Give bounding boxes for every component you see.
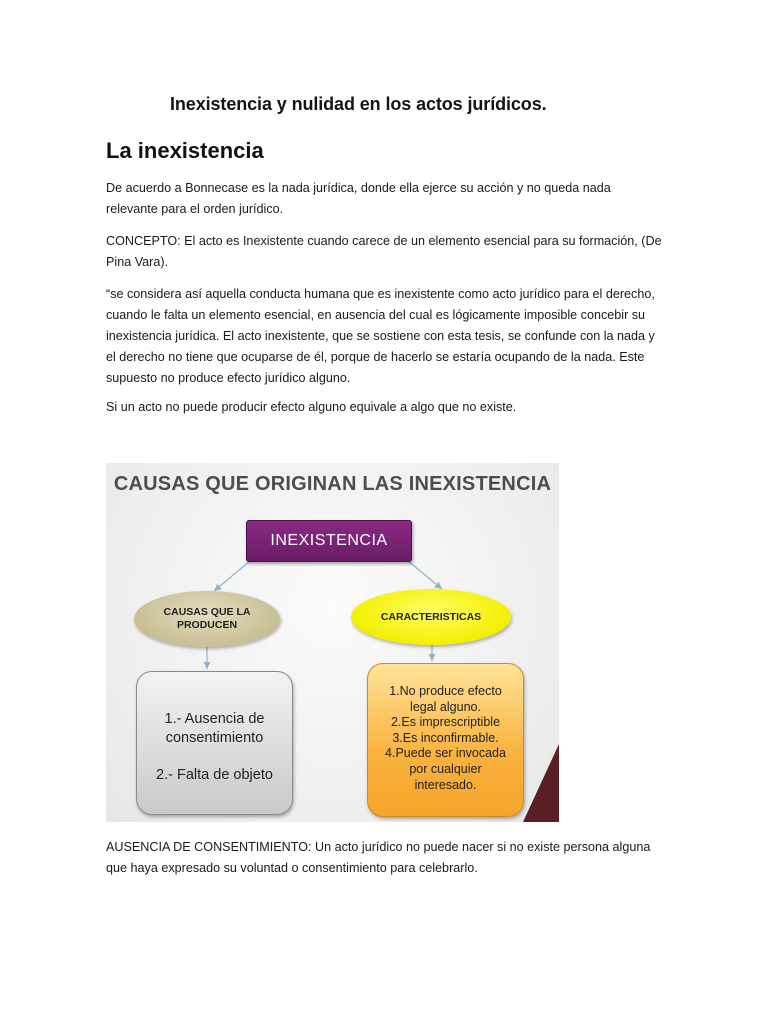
inexistencia-diagram: [106, 463, 559, 822]
paragraph-concepto: CONCEPTO: El acto es Inexistente cuando carece de un elemento esencial para su formación, (De Pina Vara).: [106, 234, 662, 269]
causas-box: [136, 671, 293, 815]
caracteristica-item: 1.No produce efecto legal alguno.: [389, 684, 502, 714]
paragraph-ausencia: AUSENCIA DE CONSENTIMIENTO: Un acto jurídico no puede nacer si no existe persona alguna que haya expresado su voluntad o consentimiento para celebrarlo.: [106, 840, 651, 875]
diagram-title: CAUSAS QUE ORIGINAN LAS INEXISTENCIA: [113, 473, 552, 495]
section-heading: La inexistencia: [106, 138, 264, 163]
causa-item-2: 2.- Falta de objeto: [156, 767, 273, 783]
paragraph-bonnecase: De acuerdo a Bonnecase es la nada jurídica, donde ella ejerce su acción y no queda nada relevante para el orden jurídico.: [106, 181, 611, 216]
causa-item-1: 1.- Ausencia de consentimiento: [164, 711, 265, 746]
caracteristica-item: 3.Es inconfirmable.: [392, 730, 499, 745]
paragraph-quote: “se considera así aquella conducta humana que es inexistente como acto jurídico para el derecho, cuando le falta un elemento esencial, en ausencia del cual es lógicamente imposible concebir su inexistencia jurídica. El acto inexistente, que se sostiene con esta tesis, se confunde con la nada y el derecho no tiene que ocuparse de él, porque de hacerlo se estaría ocupando de la nada. Este supuesto no produce efecto jurídico alguno.: [106, 287, 655, 385]
document-title: Inexistencia y nulidad en los actos jurídicos.: [170, 94, 547, 114]
causas-node: CAUSAS QUE LA PRODUCEN: [134, 591, 280, 647]
paragraph-efecto: Si un acto no puede producir efecto alguno equivale a algo que no existe.: [106, 400, 517, 414]
caracteristica-item: 4.Puede ser invocada por cualquier interesado.: [385, 746, 506, 792]
inexistencia-node: INEXISTENCIA: [246, 520, 412, 562]
corner-decoration: [523, 744, 559, 822]
caracteristica-item: 2.Es imprescriptible: [390, 715, 501, 730]
caracteristicas-node: CARACTERISTICAS: [351, 589, 511, 645]
caracteristicas-box: [367, 663, 524, 817]
